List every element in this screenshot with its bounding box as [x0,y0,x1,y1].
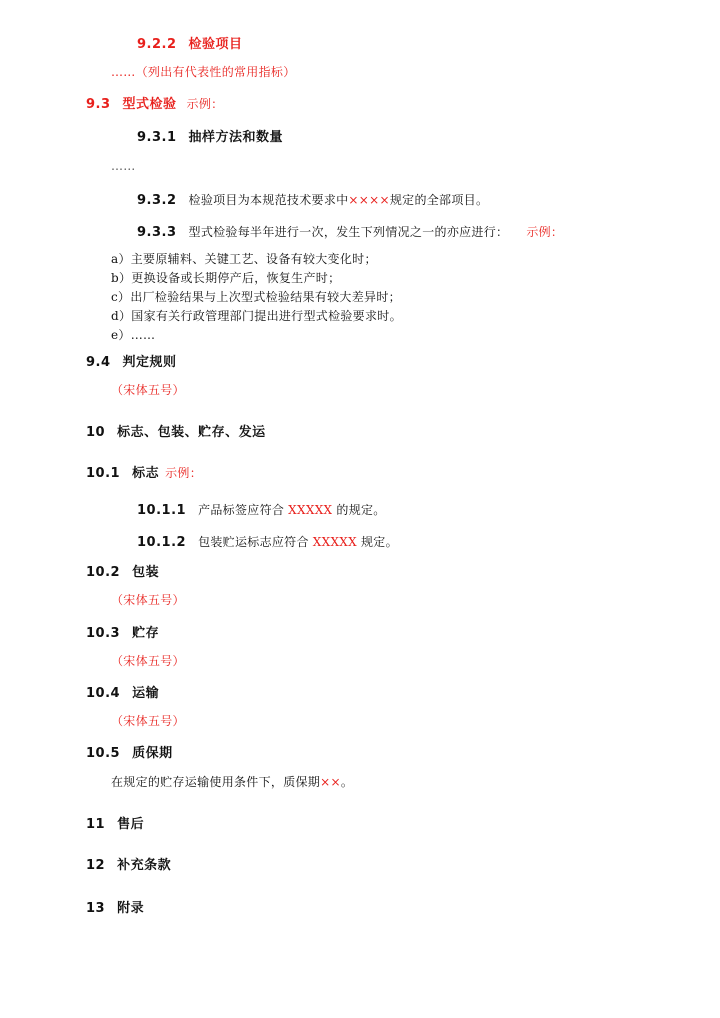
heading-number: 9.3.1 [137,130,177,145]
heading-number: 9.4 [86,355,111,370]
heading-number: 10.5 [86,746,121,761]
note-representative-indicators: ……（列出有代表性的常用指标） [111,65,296,79]
font-note: （宋体五号） [111,714,185,728]
heading-10-1 [86,467,202,480]
clause-text: 产品标签应符合 [198,503,285,517]
heading-number: 12 [86,858,106,873]
heading-title: 售后 [117,817,145,832]
heading-title: 型式检验 [122,97,177,112]
clause-9-3-2 [137,191,488,207]
heading-title: 包装 [132,565,160,580]
heading-9-3-1 [137,131,283,144]
placeholder-text: ×× [320,775,341,789]
heading-number: 9.2.2 [137,37,177,52]
font-note: （宋体五号） [111,383,185,397]
clause-text: 检验项目为本规范技术要求中 [188,193,349,207]
heading-9-2-2 [137,38,243,51]
font-note: （宋体五号） [111,593,185,607]
heading-10-2 [86,566,159,579]
clause-text-end: 规定。 [360,535,398,549]
list-item: a）主要原辅料、关键工艺、设备有较大变化时； [111,252,377,266]
heading-title: 标志 [132,466,160,481]
heading-9-4 [86,356,177,369]
heading-10-4 [86,687,159,700]
clause-10-1-1 [137,501,386,517]
font-note: （宋体五号） [111,654,185,668]
placeholder-text: ×××× [348,193,390,207]
clause-text-end: 。 [340,775,354,789]
heading-title: 检验项目 [188,37,243,52]
clause-number: 9.3.3 [137,225,177,240]
heading-title: 运输 [132,686,160,701]
clause-number: 9.3.2 [137,193,177,208]
heading-10-5 [86,747,173,760]
clause-10-1-2 [137,533,398,549]
shelf-life-text [111,776,353,788]
clause-text-end: 的规定。 [336,503,386,517]
clause-text: 在规定的贮存运输使用条件下，质保期 [111,775,321,789]
heading-title: 质保期 [132,746,173,761]
clause-number: 10.1.1 [137,503,187,518]
heading-number: 13 [86,901,106,916]
heading-number: 10.3 [86,626,121,641]
clause-text-end: 规定的全部项目。 [389,193,489,207]
heading-number: 10 [86,425,106,440]
heading-title: 附录 [117,901,145,916]
heading-title: 补充条款 [117,858,172,873]
list-item: b）更换设备或长期停产后，恢复生产时； [111,271,341,285]
heading-11 [86,818,144,831]
heading-10-3 [86,627,159,640]
example-label: 示例： [526,225,564,239]
heading-10 [86,426,266,439]
clause-text: 型式检验每半年进行一次，发生下列情况之一的亦应进行： [188,225,509,239]
heading-9-3 [86,98,223,111]
clause-number: 10.1.2 [137,535,187,550]
heading-title: 标志、包装、贮存、发运 [117,425,266,440]
heading-title: 判定规则 [122,355,177,370]
heading-title: 贮存 [132,626,160,641]
ellipsis-text: …… [111,159,136,173]
heading-number: 10.1 [86,466,121,481]
heading-number: 10.2 [86,565,121,580]
list-item: d）国家有关行政管理部门提出进行型式检验要求时。 [111,309,402,323]
heading-number: 11 [86,817,106,832]
heading-13 [86,902,144,915]
placeholder-text: XXXXX [288,503,333,517]
heading-12 [86,859,171,872]
clause-9-3-3 [137,223,563,239]
example-label: 示例： [186,97,224,111]
heading-number: 10.4 [86,686,121,701]
clause-text: 包装贮运标志应符合 [198,535,309,549]
placeholder-text: XXXXX [312,535,357,549]
example-label: 示例： [165,466,202,480]
heading-title: 抽样方法和数量 [188,130,284,145]
list-item: c）出厂检验结果与上次型式检验结果有较大差异时； [111,290,401,304]
list-item: e）…… [111,328,156,342]
heading-number: 9.3 [86,97,111,112]
